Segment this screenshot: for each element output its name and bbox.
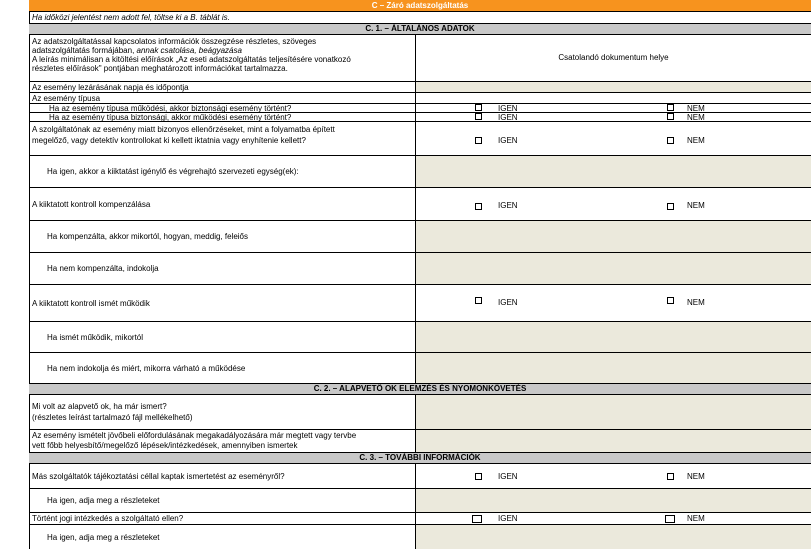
section-c3-title: C. 3. – TOVÁBBI INFORMÁCIÓK <box>359 453 481 462</box>
q-security-no-checkbox[interactable] <box>667 113 674 120</box>
section-c2 <box>29 384 811 395</box>
q-operational-yes-checkbox[interactable] <box>475 104 482 111</box>
legal-no-checkbox[interactable] <box>665 515 675 523</box>
q-security-yes-label: IGEN <box>498 113 518 122</box>
legal-label: Történt jogi intézkedés a szolgáltató ellen? <box>29 513 416 524</box>
root-cause-input[interactable] <box>416 395 811 429</box>
q-controls-options <box>416 122 811 155</box>
if-yes-unit-label: Ha igen, akkor a kiiktatást igénylő és végrehajtó szervezeti egység(ek): <box>29 156 416 187</box>
legal-no-label: NEM <box>687 514 705 523</box>
informed-details-row <box>29 489 811 513</box>
if-yes-unit-row <box>29 156 811 188</box>
root-cause-label: Mi volt az alapvető ok, ha már ismert? (részletes leírást tartalmazó fájl mellékelhető) <box>29 395 416 429</box>
working-again-row <box>29 285 811 322</box>
root-cause-row <box>29 395 811 430</box>
if-yes-unit-input[interactable] <box>416 156 811 187</box>
intro-text: Ha időközi jelentést nem adott fel, töltse ki a B. táblát is. <box>32 13 230 22</box>
if-not-works-input[interactable] <box>416 353 811 383</box>
if-works-row <box>29 322 811 353</box>
intro-row <box>29 12 811 24</box>
if-comp-label: Ha kompenzálta, akkor mikortól, hogyan, meddig, feleiős <box>29 221 416 252</box>
legal-details-row <box>29 525 811 549</box>
q-security-label: Ha az esemény típusa biztonsági, akkor működési esemény történt? <box>29 113 416 121</box>
section-c2-title: C. 2. – ALAPVETŐ OK ELEMZÉS ÉS NYOMONKÖVETÉS <box>313 384 527 393</box>
compensation-options <box>416 188 811 220</box>
q-controls-yes-checkbox[interactable] <box>475 137 482 144</box>
close-date-label: Az esemény lezárásának napja és időpontja <box>29 82 416 92</box>
section-c1 <box>29 24 811 35</box>
q-controls-row <box>29 122 811 156</box>
summary-label <box>29 35 416 81</box>
summary-line-2: adatszolgáltatás formájában, annak csatolása, beágyazása <box>32 46 242 55</box>
legal-details-input[interactable] <box>416 525 811 549</box>
informed-yes-checkbox[interactable] <box>475 473 482 480</box>
working-again-no-label: NEM <box>687 298 705 307</box>
prevention-input[interactable] <box>416 430 811 452</box>
if-not-works-label: Ha nem indokolja és miért, mikorra várható a működése <box>29 353 416 383</box>
section-c1-title: C. 1. – ÁLTALÁNOS ADATOK <box>365 24 475 33</box>
if-not-comp-input[interactable] <box>416 253 811 284</box>
attachment-label: Csatolandó dokumentum helye <box>558 53 669 62</box>
q-operational-no-checkbox[interactable] <box>667 104 674 111</box>
informed-details-input[interactable] <box>416 489 811 512</box>
compensation-label: A kiiktatott kontroll kompenzálása <box>29 188 416 220</box>
q-controls-label: A szolgáltatónak az esemény miatt bizonyos ellenőrzéseket, mint a folyamatba épített megelőző, vagy detektív kontrollokat ki kellett iktatnia vagy enyhítenie kellett? <box>29 122 416 155</box>
informed-options <box>416 464 811 488</box>
if-comp-input[interactable] <box>416 221 811 252</box>
legal-options <box>416 513 811 524</box>
compensation-no-label: NEM <box>687 201 705 210</box>
legal-details-label: Ha igen, adja meg a részleteket <box>29 525 416 549</box>
compensation-row <box>29 188 811 221</box>
close-date-row <box>29 82 811 93</box>
event-type-label: Az esemény típusa <box>29 93 416 103</box>
informed-label: Más szolgáltatók tájékoztatási céllal kaptak ismertetést az eseményről? <box>29 464 416 488</box>
prevention-row <box>29 430 811 453</box>
working-again-yes-label: IGEN <box>498 298 518 307</box>
form-header: C – Záró adatszolgáltatás <box>29 0 811 12</box>
summary-row <box>29 35 811 82</box>
if-comp-row <box>29 221 811 253</box>
compensation-yes-checkbox[interactable] <box>475 203 482 210</box>
q-operational-yes-label: IGEN <box>498 104 518 113</box>
informed-no-checkbox[interactable] <box>667 473 674 480</box>
q-controls-yes-label: IGEN <box>498 136 518 145</box>
q-operational-options <box>416 104 811 112</box>
q-security-options <box>416 113 811 121</box>
legal-yes-checkbox[interactable] <box>472 515 482 523</box>
summary-line-4: részletes előírások" pontjában meghatározott információkat tartalmazza. <box>32 64 288 73</box>
prevention-label: Az esemény ismételt jövőbeli előfordulásának megakadályozására már megtett vagy tervbe vett főbb helyesbítő/megelőző lépések/intézkedések, amennyiben ismertek <box>29 430 416 452</box>
if-not-comp-label: Ha nem kompenzálta, indokolja <box>29 253 416 284</box>
event-type-row <box>29 93 811 104</box>
if-not-comp-row <box>29 253 811 285</box>
informed-row <box>29 464 811 489</box>
q-controls-no-label: NEM <box>687 136 705 145</box>
attachment-area[interactable] <box>416 35 811 81</box>
informed-details-label: Ha igen, adja meg a részleteket <box>29 489 416 512</box>
compensation-no-checkbox[interactable] <box>667 203 674 210</box>
if-works-label: Ha ismét működik, mikortól <box>29 322 416 352</box>
q-controls-no-checkbox[interactable] <box>667 137 674 144</box>
if-not-works-row <box>29 353 811 384</box>
legal-row <box>29 513 811 525</box>
working-again-no-checkbox[interactable] <box>667 297 674 304</box>
summary-line-3: A leírás minimálisan a kitöltési előírások „Az eseti adatszolgáltatás teljesítésére vonatkozó <box>32 55 351 64</box>
close-date-input[interactable] <box>416 82 811 92</box>
section-c3 <box>29 453 811 464</box>
working-again-yes-checkbox[interactable] <box>475 297 482 304</box>
informed-no-label: NEM <box>687 472 705 481</box>
informed-yes-label: IGEN <box>498 472 518 481</box>
working-again-label: A kiiktatott kontroll ismét működik <box>29 285 416 321</box>
working-again-options <box>416 285 811 321</box>
q-security-no-label: NEM <box>687 113 705 122</box>
compensation-yes-label: IGEN <box>498 201 518 210</box>
q-security-row <box>29 113 811 122</box>
q-security-yes-checkbox[interactable] <box>475 113 482 120</box>
q-operational-no-label: NEM <box>687 104 705 113</box>
legal-yes-label: IGEN <box>498 514 518 523</box>
q-operational-label: Ha az esemény típusa működési, akkor biztonsági esemény történt? <box>29 104 416 112</box>
summary-line-1: Az adatszolgáltatással kapcsolatos információk összegzése részletes, szöveges <box>32 37 317 46</box>
event-type-value <box>416 93 811 103</box>
if-works-input[interactable] <box>416 322 811 352</box>
